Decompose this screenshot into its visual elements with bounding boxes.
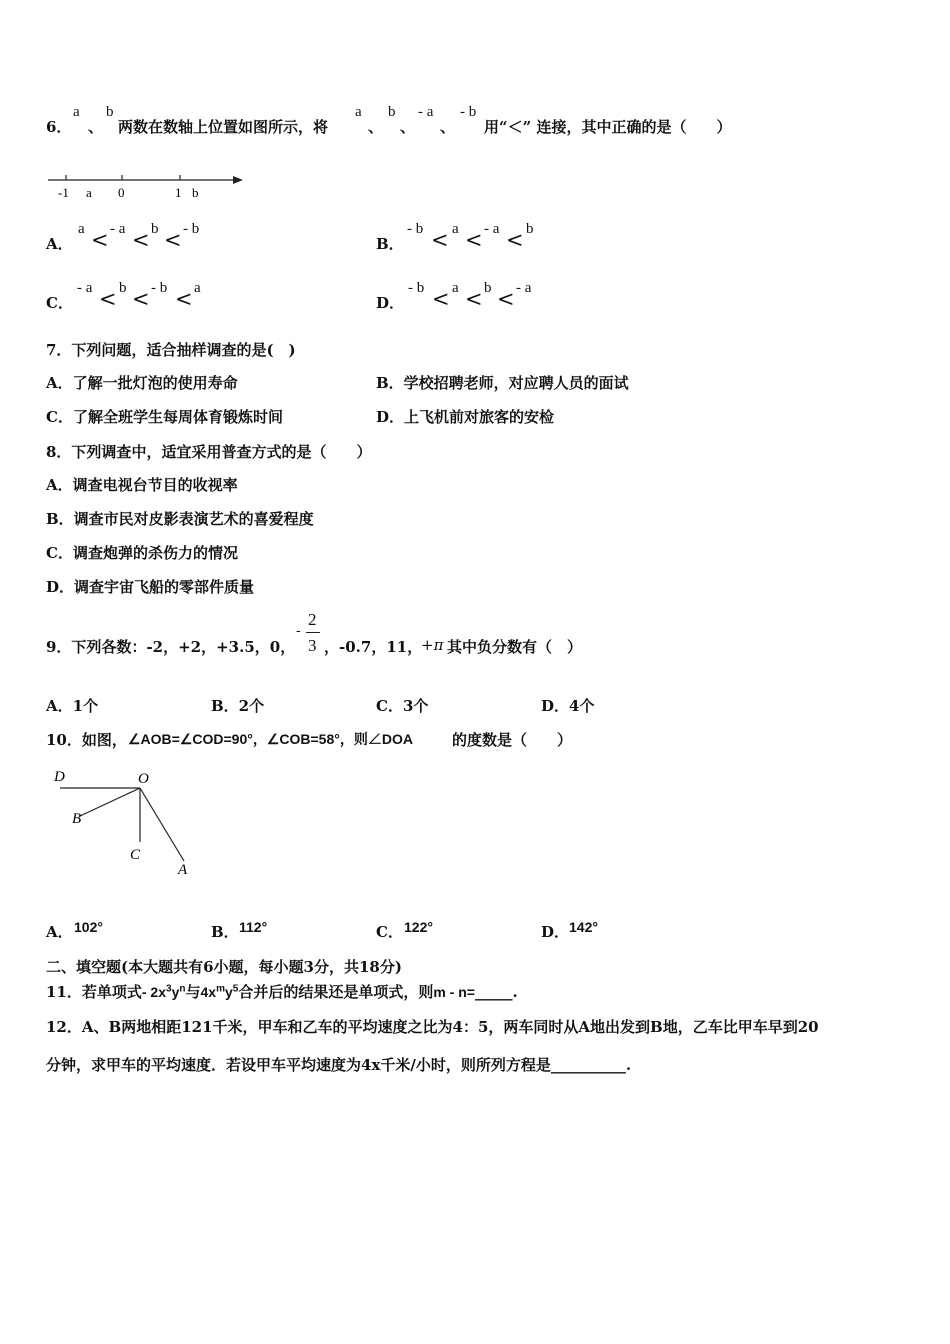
less-than-sign: < bbox=[432, 287, 450, 311]
option-letter: A． bbox=[46, 923, 73, 941]
option-term: b bbox=[526, 221, 534, 237]
less-than-sign: < bbox=[175, 287, 193, 311]
less-than-sign: < bbox=[497, 287, 515, 311]
monomial-1: - $2x^3y^n$ bbox=[141, 983, 186, 1000]
option-letter: B． bbox=[376, 235, 404, 253]
less-than-sign: < bbox=[99, 287, 117, 311]
option-term: a bbox=[78, 221, 85, 237]
q9-stem-end: 其中负分数有（ ） bbox=[447, 638, 583, 656]
q6-sep: 、 bbox=[400, 118, 416, 136]
fraction-denominator: 3 bbox=[308, 636, 317, 655]
nl-label-0: 0 bbox=[118, 185, 125, 200]
q11-end: 合并后的结果还是单项式，则 bbox=[238, 983, 434, 1001]
q6-text1: 两数在数轴上位置如图所示，将 bbox=[118, 118, 329, 136]
option-term: - a bbox=[484, 221, 500, 237]
q6-term-a: a bbox=[355, 104, 362, 120]
less-than-sign: < bbox=[132, 287, 150, 311]
q7-option-d[interactable]: D．上飞机前对旅客的安检 bbox=[376, 408, 555, 426]
q8-option-d[interactable]: D．调查宇宙飞船的零部件质量 bbox=[46, 578, 255, 596]
monomial-2: $4x^my^5$ bbox=[200, 983, 239, 1000]
q6-number: 6． bbox=[46, 118, 72, 136]
option-letter: D． bbox=[376, 294, 405, 312]
less-than-sign: < bbox=[91, 228, 109, 252]
less-than-sign: < bbox=[506, 228, 524, 252]
nl-label-b: b bbox=[192, 185, 199, 200]
nl-label-neg1: -1 bbox=[58, 185, 69, 200]
label-C: C bbox=[130, 847, 141, 863]
option-term: - a bbox=[77, 280, 93, 296]
answer-blank[interactable]: _____ bbox=[474, 983, 513, 1001]
option-letter: C． bbox=[376, 923, 403, 941]
option-term: - a bbox=[516, 280, 532, 296]
nl-label-1: 1 bbox=[175, 185, 182, 200]
pi-term: +π bbox=[421, 636, 444, 654]
q7-option-a[interactable]: A．了解一批灯泡的使用寿命 bbox=[46, 374, 238, 392]
option-term: a bbox=[194, 280, 201, 296]
q6-sep: 、 bbox=[368, 118, 384, 136]
q6-var-a: a bbox=[73, 104, 80, 120]
q10-stem-end: 的度数是（ ） bbox=[452, 731, 573, 749]
option-term: - b bbox=[151, 280, 168, 296]
fraction-sign: - bbox=[296, 623, 301, 639]
q6-term-neg-b: - b bbox=[460, 104, 477, 120]
q11-expr: m - n= bbox=[433, 984, 475, 1000]
q9-stem-start: 9．下列各数：-2，+2，+3.5，0， bbox=[46, 638, 296, 656]
section-heading: 二、填空题(本大题共有6小题，每小题3分，共18分) bbox=[46, 958, 402, 976]
q9-option-b[interactable]: B．2个 bbox=[211, 697, 265, 715]
q6-term-neg-a: - a bbox=[418, 104, 434, 120]
q7-option-b[interactable]: B．学校招聘老师，对应聘人员的面试 bbox=[376, 374, 629, 392]
q9-option-d[interactable]: D．4个 bbox=[541, 697, 595, 715]
q11-mid: 与 bbox=[185, 983, 201, 1001]
option-term: - b bbox=[407, 221, 424, 237]
q7-stem: 7．下列问题，适合抽样调查的是( ) bbox=[46, 341, 296, 359]
number-line bbox=[44, 168, 248, 202]
q8-stem: 8．下列调查中，适宜采用普查方式的是（ ） bbox=[46, 443, 372, 461]
option-value: 142° bbox=[569, 919, 598, 935]
option-letter: D． bbox=[541, 923, 570, 941]
q6-sep: 、 bbox=[88, 118, 104, 136]
q12-line-1: 12．A、B两地相距121千米，甲车和乙车的平均速度之比为4：5，两车同时从A地出发到B地，乙车比甲车早到20 bbox=[46, 1018, 819, 1036]
label-B: B bbox=[72, 811, 82, 827]
option-value: 122° bbox=[404, 919, 433, 935]
q6-sep: 、 bbox=[440, 118, 456, 136]
option-term: - b bbox=[408, 280, 425, 296]
option-term: - b bbox=[183, 221, 200, 237]
angle-figure bbox=[50, 764, 200, 880]
option-term: b bbox=[119, 280, 127, 296]
q10-stem-math: ∠AOB=∠COD=90°，∠COB=58°，则∠DOA bbox=[128, 731, 413, 747]
option-value: 102° bbox=[74, 919, 103, 935]
option-term: b bbox=[484, 280, 492, 296]
q6-var-b: b bbox=[106, 104, 114, 120]
fraction-numerator: 2 bbox=[308, 610, 317, 629]
less-than-sign: < bbox=[465, 287, 483, 311]
q8-option-b[interactable]: B．调查市民对皮影表演艺术的喜爱程度 bbox=[46, 510, 314, 528]
q10-stem-start: 10．如图， bbox=[46, 731, 127, 749]
label-D: D bbox=[54, 769, 65, 785]
less-than-sign: < bbox=[431, 228, 449, 252]
option-letter: A． bbox=[46, 235, 73, 253]
nl-label-a: a bbox=[86, 185, 92, 200]
option-term: a bbox=[452, 221, 459, 237]
q7-option-c[interactable]: C．了解全班学生每周体育锻炼时间 bbox=[46, 408, 283, 426]
q6-text2: 用“＜” 连接，其中正确的是（ ） bbox=[484, 118, 732, 136]
fraction-bar bbox=[306, 632, 320, 633]
q9-option-a[interactable]: A．1个 bbox=[46, 697, 99, 715]
option-term: a bbox=[452, 280, 459, 296]
q8-option-a[interactable]: A．调查电视台节目的收视率 bbox=[46, 476, 238, 494]
q11-start: 11．若单项式 bbox=[46, 983, 142, 1001]
label-O: O bbox=[138, 771, 149, 787]
option-letter: B． bbox=[211, 923, 239, 941]
q9-stem-mid: ，-0.7，11， bbox=[324, 638, 423, 656]
option-value: 112° bbox=[239, 919, 268, 935]
option-term: b bbox=[151, 221, 159, 237]
q6-term-b: b bbox=[388, 104, 396, 120]
option-term: - a bbox=[110, 221, 126, 237]
q11-period: . bbox=[512, 983, 518, 1001]
q9-option-c[interactable]: C．3个 bbox=[376, 697, 429, 715]
question-11 bbox=[46, 981, 518, 1002]
q8-option-c[interactable]: C．调查炮弹的杀伤力的情况 bbox=[46, 544, 238, 562]
less-than-sign: < bbox=[132, 228, 150, 252]
q12-line-2: 分钟，求甲车的平均速度．若设甲车平均速度为4x千米/小时，则所列方程是__________. bbox=[46, 1056, 632, 1074]
less-than-sign: < bbox=[164, 228, 182, 252]
label-A: A bbox=[178, 862, 188, 878]
option-letter: C． bbox=[46, 294, 73, 312]
less-than-sign: < bbox=[465, 228, 483, 252]
